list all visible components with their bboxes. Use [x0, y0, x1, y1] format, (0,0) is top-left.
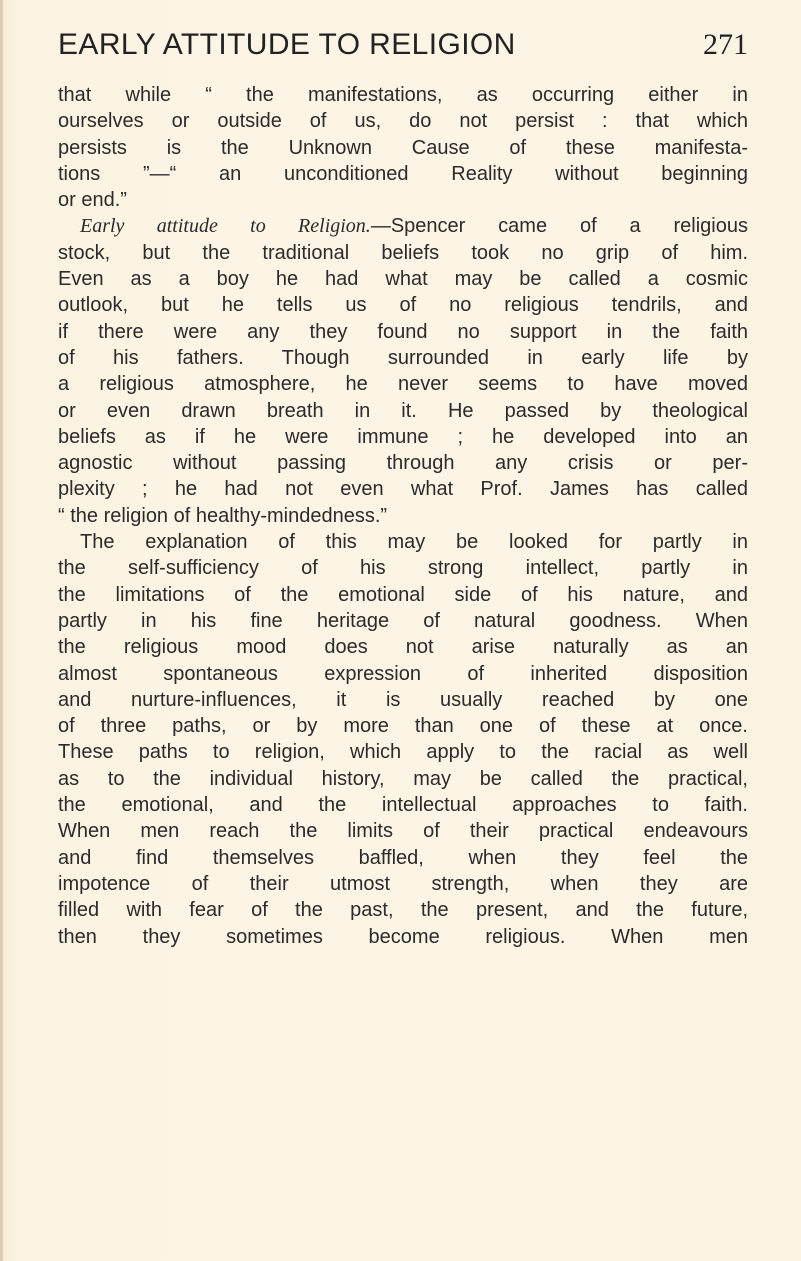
text-line: that while “ the manifestations, as occurring either in — [58, 84, 748, 106]
paragraph-2 — [58, 213, 748, 529]
text-line: plexity ; he had not even what Prof. James has called — [58, 478, 748, 501]
text-line: then they sometimes become religious. When men — [58, 925, 748, 948]
text-line: or end.” — [58, 189, 127, 212]
text-line: outlook, but he tells us of no religious tendrils, and — [58, 294, 748, 317]
text-line: the self-sufficiency of his strong intellect, partly in — [58, 557, 748, 580]
text-line: filled with fear of the past, the present, and the future, — [58, 899, 748, 922]
text-line: if there were any they found no support in the faith — [58, 320, 748, 343]
text-line: When men reach the limits of their practical endeavours — [58, 820, 748, 843]
text-line: stock, but the traditional beliefs took no grip of him. — [58, 241, 748, 264]
running-title: EARLY ATTITUDE TO RELIGION — [58, 28, 516, 61]
text-line: “ the religion of healthy-mindedness.” — [58, 504, 388, 527]
text-line: and find themselves baffled, when they feel the — [58, 846, 748, 869]
text-line: or even drawn breath in it. He passed by theological — [58, 399, 748, 422]
paragraph-3 — [58, 529, 748, 950]
text-line: a religious atmosphere, he never seems to have moved — [58, 373, 748, 396]
text-line: as to the individual history, may be called the practical, — [58, 767, 748, 790]
text-line: tions ”—“ an unconditioned Reality without beginning — [58, 162, 748, 185]
heading-continuation: —Spencer came of a religious — [370, 215, 748, 238]
text-line: of his fathers. Though surrounded in early life by — [58, 346, 748, 369]
page-gutter-edge — [0, 0, 3, 1261]
text-line: ourselves or outside of us, do not persist : that which — [58, 110, 748, 133]
text-line: of three paths, or by more than one of these at once. — [58, 715, 748, 738]
section-heading: Early attitude to Religion. — [80, 215, 371, 238]
text-line: partly in his fine heritage of natural goodness. When — [58, 609, 748, 632]
text-line: These paths to religion, which apply to the racial as well — [58, 741, 748, 764]
text-line: Even as a boy he had what may be called a cosmic — [58, 268, 748, 291]
text-line: the emotional, and the intellectual approaches to faith. — [58, 794, 748, 817]
page-header — [58, 28, 748, 68]
text-line: beliefs as if he were immune ; he developed into an — [58, 425, 748, 448]
text-line: persists is the Unknown Cause of these manifesta- — [58, 136, 748, 159]
text-line — [58, 213, 748, 239]
text-line: the limitations of the emotional side of his nature, and — [58, 583, 748, 606]
text-line: impotence of their utmost strength, when they are — [58, 872, 748, 895]
body-text — [58, 82, 748, 950]
text-line: and nurture-influences, it is usually reached by one — [58, 688, 748, 711]
page-number: 271 — [703, 28, 748, 61]
paragraph-1 — [58, 82, 748, 213]
text-line: almost spontaneous expression of inherited disposition — [58, 662, 748, 685]
text-line: The explanation of this may be looked for partly in — [80, 531, 748, 554]
text-line: the religious mood does not arise naturally as an — [58, 636, 748, 659]
text-line: agnostic without passing through any crisis or per- — [58, 452, 748, 475]
